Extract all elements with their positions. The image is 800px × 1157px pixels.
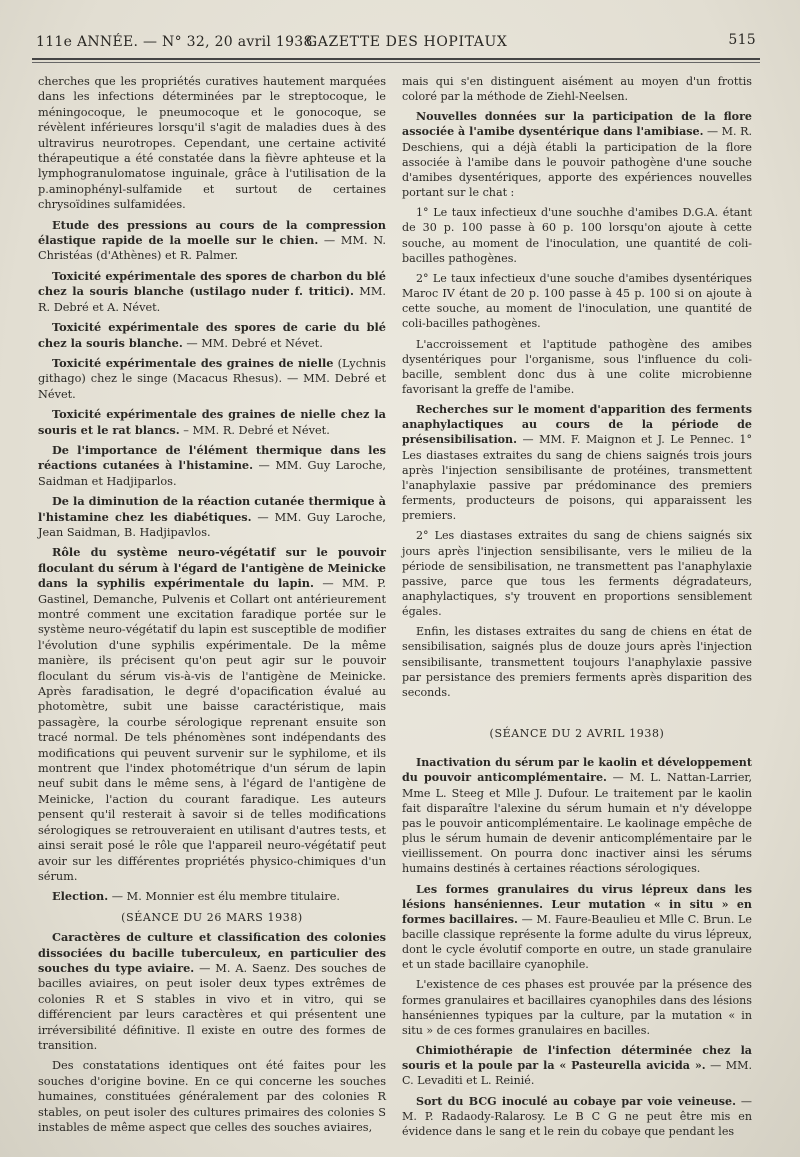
paragraph: Les formes granulaires du virus lépreux dans les lésions hanséniennes. Leur mutation « in situ » en formes bacillaires. — M. Faure-Beaulieu et Mlle C. Brun. Le bacille classique représente la forme adulte du virus lépreux, dont le cycle évolutif comporte en outre, un stade granulaire et un stade bacillaire cyanophile. bbox=[402, 882, 752, 972]
paragraph: L'existence de ces phases est prouvée par la présence des formes granulaires et bacillaires cyanophiles dans des lésions hanséniennes typiques par la culture, par la mutation « in situ » de ces formes granulaires en bacilles. bbox=[402, 978, 752, 1037]
paragraph: De la diminution de la réaction cutanée thermique à l'histamine chez les diabétiques. — MM. Guy Laroche, Jean Saidman, B. Hadjipavlos. bbox=[38, 494, 386, 539]
session-heading: (SÉANCE DU 2 AVRIL 1938) bbox=[489, 727, 665, 741]
article-title: Etude des pressions au cours de la compression élastique rapide de la moelle sur le chien. bbox=[38, 217, 386, 248]
paragraph: De l'importance de l'élément thermique dans les réactions cutanées à l'histamine. — MM. Guy Laroche, Saidman et Hadjiparlos. bbox=[38, 442, 387, 488]
paragraph: 1° Le taux infectieux d'une souchhe d'amibes D.G.A. étant de 30 p. 100 passe à 60 p. 100 lorsqu'on ajoute à cette souche, au moment de l'inoculation, une quantité de coli-bacilles pathogènes. bbox=[402, 206, 752, 265]
paragraph: Des constatations identiques ont été faites pour les souches d'origine bovine. En ce qui concerne les souches humaines, constituées généralement par des colonies R stables, on peut isoler des cultures primaires des colonies S instables de même aspect que celles des souches aviaires, bbox=[38, 1059, 386, 1134]
article-title: Recherches sur le moment d'apparition des ferments anaphylactiques au cours de la période de présensibilisation. bbox=[402, 403, 752, 447]
paragraph: Toxicité expérimentale des spores de charbon du blé chez la souris blanche (ustilago nuder f. tritici). MM. R. Debré et A. Névet. bbox=[38, 268, 386, 314]
article-title: De l'importance de l'élément thermique dans les réactions cutanées à l'histamine. bbox=[38, 442, 386, 473]
paragraph: cherches que les propriétés curatives hautement marquées dans les infections déterminées par le streptocoque, le méningocoque, le pneumocoque et le gonocoque, se révèlent inférieures lorsqu'il s'agit de maladies dues à des ultravirus neurotropes. Cependant, une certaine activité thérapeutique a été constatée dans la fièvre aphteuse et la lymphogranulomatose inguinale, grâce à l'utilisation de la p.aminophényl-sulfamide et surtout de certaines chrysoïdines sulfamidées. bbox=[38, 75, 386, 212]
right-column bbox=[402, 74, 752, 1144]
article-title: De la diminution de la réaction cutanée thermique à l'histamine chez les diabétiques. bbox=[38, 494, 386, 524]
header-rule bbox=[32, 58, 760, 60]
publication-title: GAZETTE DES HOPITAUX bbox=[306, 34, 508, 50]
article-title: Toxicité expérimentale des graines de nielle chez la souris et le rat blancs. bbox=[38, 407, 386, 437]
paragraph: mais qui s'en distinguent aisément au moyen d'un frottis coloré par la méthode de Ziehl-Neelsen. bbox=[402, 75, 752, 104]
article-title: Rôle du système neuro-végétatif sur le pouvoir floculant du sérum à l'égard de l'antigène de Meinicke dans la syphilis expérimentale du lapin. bbox=[38, 545, 386, 591]
page-header bbox=[36, 34, 756, 56]
article-title: Les formes granulaires du virus lépreux dans les lésions hanséniennes. Leur mutation « in situ » en formes bacillaires. bbox=[402, 882, 752, 926]
paragraph: Enfin, les distases extraites du sang de chiens en état de sensibilisation, saignés plus de douze jours après l'injection sensibilisante, transmettent toujours l'anaphylaxie passive par persistance des premiers ferments après disparition des seconds. bbox=[402, 625, 752, 699]
issue-info: 111e ANNÉE. — N° 32, 20 avril 1938. bbox=[36, 34, 318, 50]
article-title: Sort du BCG inoculé au cobaye par voie veineuse. bbox=[416, 1094, 736, 1108]
article-title: Nouvelles données sur la participation de la flore associée à l'amibe dysentérique dans l'amibiase. bbox=[402, 110, 752, 139]
article-title: Caractères de culture et classification des colonies dissociées du bacille tuberculeux, en particulier des souches du type aviaire. bbox=[38, 930, 386, 975]
paragraph: Rôle du système neuro-végétatif sur le pouvoir floculant du sérum à l'égard de l'antigène de Meinicke dans la syphilis expérimentale du lapin. — MM. P. Gastinel, Demanche, Pulvenis et Collart ont antérieurement montré comment une excitation faradique portée sur le système neuro-végétatif du lapin est susceptible de modifier l'évolution d'une syphilis expérimentale. De la même manière, ils précisent qu'on peut agir sur le pouvoir floculant du sérum vis-à-vis de l'antigène de Meinicke. Après faradisation, le degré d'opacification évalué au photomètre, subit une baisse caractéristique, mais passagère, la courbe sérologique reprenant ensuite son tracé normal. De tels phénomènes sont indépendants des modifications qui peuvent survenir sur le syphilome, et ils montrent que l'index photométrique d'un sérum de lapin neuf subit dans le même sens, à l'égard de l'antigène de Meinicke, l'action du courant faradique. Les auteurs pensent qu'il resterait à savoir si de telles modifications sérologiques se retrouveraient en utilisant d'autres tests, et ainsi serait posé le rôle que l'appareil neuro-végétatif peut avoir sur les différentes propriétés physico-chimiques d'un sérum. bbox=[38, 545, 387, 883]
article-title: Chimiothérapie de l'infection déterminée chez la souris et la poule par la « Pasteurella avicida ». bbox=[402, 1044, 752, 1073]
paragraph: Toxicité expérimentale des graines de nielle (Lychnis githago) chez le singe (Macacus Rhesus). — MM. Debré et Névet. bbox=[38, 355, 386, 401]
left-column bbox=[38, 74, 386, 1140]
article-title: Toxicité expérimentale des graines de nielle bbox=[52, 355, 334, 370]
paragraph: Inactivation du sérum par le kaolin et développement du pouvoir anticomplémentaire. — M. L. Nattan-Larrier, Mme L. Steeg et Mlle J. Dufour. Le traitement par le kaolin fait disparaître l'alexine du sérum humain et n'y développe pas le pouvoir anticomplémentaire. Le kaolinage empêche de plus le sérum humain de devenir anticomplémentaire par le vieillissement. On pourra donc inactiver ainsi les sérums humains destinés à certaines réactions sérologiques. bbox=[402, 756, 752, 876]
paragraph: L'accroissement et l'aptitude pathogène des amibes dysentériques pour l'organisme, sous l'influence du coli-bacille, semblent donc dus à une colite microbienne favorisant la greffe de l'amibe. bbox=[402, 337, 752, 396]
session-heading: (SÉANCE DU 26 MARS 1938) bbox=[121, 910, 303, 924]
article-title: Election. bbox=[52, 889, 109, 904]
paragraph: Etude des pressions au cours de la compression élastique rapide de la moelle sur le chien. — MM. N. Christéas (d'Athènes) et R. Palmer. bbox=[38, 217, 386, 263]
paragraph: Election. — M. Monnier est élu membre titulaire. bbox=[52, 889, 341, 904]
paragraph: Sort du BCG inoculé au cobaye par voie veineuse. — M. P. Radaody-Ralarosy. Le B C G ne peut être mis en évidence dans le sang et le rein du cobaye que pendant les bbox=[402, 1094, 752, 1138]
paragraph: Recherches sur le moment d'apparition des ferments anaphylactiques au cours de la période de présensibilisation. — MM. F. Maignon et J. Le Pennec. 1° Les diastases extraites du sang de chiens saignés trois jours après l'injection sensibilisante de protéines, transmettent l'anaphylaxie passive par prédominance des premiers ferments, producteurs de poisons, qui apparaissent les premiers. bbox=[402, 403, 752, 523]
paragraph: Nouvelles données sur la participation de la flore associée à l'amibe dysentérique dans l'amibiase. — M. R. Deschiens, qui a déjà établi la participation de la flore associée à l'amibe dans le pouvoir pathogène d'une souche d'amibes dysentériques, apporte des expériences nouvelles portant sur le chat : bbox=[402, 110, 752, 200]
article-title: Toxicité expérimentale des spores de carie du blé chez la souris blanche. bbox=[38, 320, 386, 350]
paragraph: Chimiothérapie de l'infection déterminée chez la souris et la poule par la « Pasteurella avicida ». — MM. C. Levaditi et L. Reinié. bbox=[402, 1044, 752, 1088]
paragraph: Toxicité expérimentale des graines de nielle chez la souris et le rat blancs. – MM. R. Debré et Névet. bbox=[38, 407, 386, 437]
paragraph: Toxicité expérimentale des spores de carie du blé chez la souris blanche. — MM. Debré et Névet. bbox=[38, 320, 386, 350]
page-number: 515 bbox=[728, 32, 756, 48]
article-title: Toxicité expérimentale des spores de charbon du blé chez la souris blanche (ustilago nuder f. tritici). bbox=[38, 268, 386, 299]
paragraph: 2° Les diastases extraites du sang de chiens saignés six jours après l'injection sensibilisante, vers le milieu de la période de sensibilisation, ne transmettent pas l'anaphylaxie passive, parce que tous les ferments dégradateurs, anaphylactiques, s'y trouvent en proportions sensiblement égales. bbox=[402, 529, 752, 619]
header-rule-thin bbox=[32, 62, 760, 63]
paragraph: Caractères de culture et classification des colonies dissociées du bacille tuberculeux, en particulier des souches du type aviaire. — M. A. Saenz. Des souches de bacilles aviaires, on peut isoler deux types extrêmes de colonies R et S stables in vivo et in vitro, qui se différencient par leurs caractères et qui présentent une irréversibilité définitive. Il existe en outre des formes de transition. bbox=[38, 930, 386, 1052]
article-title: Inactivation du sérum par le kaolin et développement du pouvoir anticomplémentaire. bbox=[402, 756, 752, 785]
paragraph: 2° Le taux infectieux d'une souche d'amibes dysentériques Maroc IV étant de 20 p. 100 passe à 45 p. 100 si on ajoute à cette souche, au moment de l'inoculation, une quantité de coli-bacilles pathogènes. bbox=[402, 271, 752, 331]
